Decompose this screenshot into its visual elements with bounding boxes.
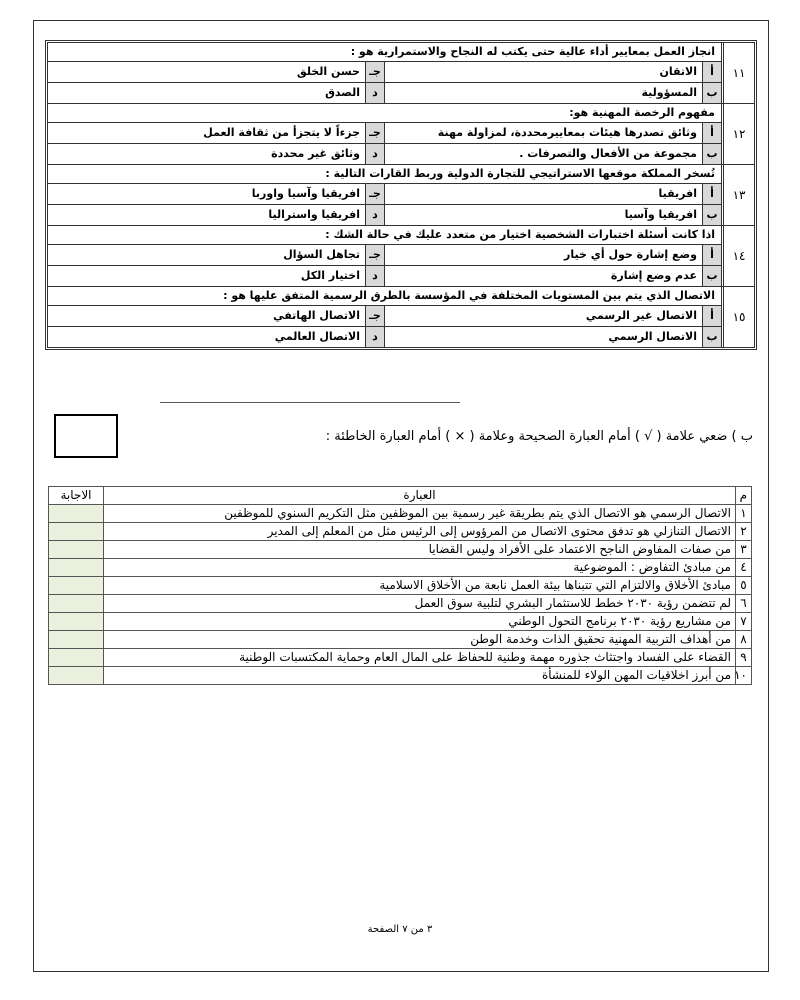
option-letter: ب [702, 205, 721, 225]
table-row [49, 649, 752, 667]
option-b[interactable] [385, 327, 721, 347]
question-block [48, 287, 754, 347]
option-letter: أ [702, 62, 721, 82]
option-text: حسن الخلق [296, 65, 360, 78]
question-text: انجاز العمل بمعايير أداء عالية حتى يكتب له النجاح والاستمرارية هو : [48, 43, 721, 62]
table-row [49, 595, 752, 613]
header-number: م [736, 487, 752, 505]
option-text: الاتصال الرسمي [608, 330, 697, 343]
row-statement: الاتصال الرسمي هو الاتصال الذي يتم بطريقة غير رسمية بين الموظفين مثل التكريم السنوي للموظفين [104, 505, 736, 523]
row-statement: القضاء على الفساد واجتثاث جذوره مهمة وطنية للحفاظ على المال العام وحماية المكتسبات الوطنية [104, 649, 736, 667]
question-number: ١٥ [721, 287, 754, 347]
option-text: افريقيا [658, 187, 697, 200]
option-c[interactable] [48, 184, 385, 204]
option-c[interactable] [48, 306, 385, 326]
row-statement: لم تتضمن رؤية ٢٠٣٠ خطط للاستثمار البشري لتلبية سوق العمل [104, 595, 736, 613]
option-letter: جـ [365, 62, 384, 82]
option-text: الاتقان [659, 65, 697, 78]
option-text: مجموعة من الأفعال والتصرفات . [519, 147, 697, 160]
table-row [49, 631, 752, 649]
options-row [48, 245, 721, 266]
question-text: اذا كانت أسئلة اختبارات الشخصية اختيار من متعدد عليك في حالة الشك : [48, 226, 721, 245]
option-d[interactable] [48, 327, 385, 347]
option-text: افريقيا واستراليا [268, 208, 360, 221]
row-number: ١٠ [736, 667, 752, 685]
question-body [48, 287, 721, 347]
row-number: ٩ [736, 649, 752, 667]
options-row [48, 62, 721, 83]
option-letter: ب [702, 144, 721, 164]
question-block [48, 43, 754, 104]
option-text: وثائق غير محددة [271, 147, 360, 160]
option-b[interactable] [385, 205, 721, 225]
option-text: افريقيا وآسيا [624, 208, 697, 221]
options-row [48, 123, 721, 144]
option-letter: د [365, 144, 384, 164]
row-statement: من مشاريع رؤية ٢٠٣٠ برنامج التحول الوطني [104, 613, 736, 631]
option-letter: د [365, 205, 384, 225]
option-b[interactable] [385, 266, 721, 286]
answer-cell[interactable] [49, 667, 104, 685]
option-d[interactable] [48, 266, 385, 286]
answer-cell[interactable] [49, 541, 104, 559]
question-number: ١١ [721, 43, 754, 103]
option-b[interactable] [385, 144, 721, 164]
option-text: اختيار الكل [300, 269, 360, 282]
option-text: الاتصال العالمي [274, 330, 360, 343]
row-number: ٦ [736, 595, 752, 613]
option-text: جزءاً لا يتجزأ من ثقافة العمل [203, 126, 360, 139]
option-text: عدم وضع إشارة [610, 269, 697, 282]
true-false-table [48, 486, 752, 685]
option-c[interactable] [48, 62, 385, 82]
row-statement: من أهداف التربية المهنية تحقيق الذات وخدمة الوطن [104, 631, 736, 649]
question-block [48, 226, 754, 287]
option-letter: أ [702, 184, 721, 204]
answer-cell[interactable] [49, 577, 104, 595]
question-block [48, 165, 754, 226]
options-row [48, 205, 721, 225]
option-a[interactable] [385, 245, 721, 265]
grade-box[interactable] [54, 414, 118, 458]
question-number: ١٢ [721, 104, 754, 164]
part-b-instruction: ب ) ضعي علامة ( √ ) أمام العبارة الصحيحة وعلامة ( × ) أمام العبارة الخاطئة : [325, 429, 753, 444]
answer-cell[interactable] [49, 649, 104, 667]
row-number: ٢ [736, 523, 752, 541]
row-statement: من صفات المفاوض الناجح الاعتماد على الأفراد وليس القضايا [104, 541, 736, 559]
row-statement: من أبرز اخلاقيات المهن الولاء للمنشأة [104, 667, 736, 685]
option-letter: ب [702, 266, 721, 286]
question-body [48, 43, 721, 103]
row-number: ٤ [736, 559, 752, 577]
table-row [49, 559, 752, 577]
options-row [48, 144, 721, 164]
table-header-row [49, 487, 752, 505]
question-text: الاتصال الذي يتم بين المستويات المختلفة في المؤسسة بالطرق الرسمية المتفق عليها هو : [48, 287, 721, 306]
options-row [48, 327, 721, 347]
table-row [49, 577, 752, 595]
option-text: تجاهل السؤال [283, 248, 360, 261]
option-text: الاتصال الهاتفي [273, 309, 360, 322]
option-letter: د [365, 327, 384, 347]
row-number: ٣ [736, 541, 752, 559]
question-text: تُسخر المملكة موقعها الاستراتيجي للتجارة الدولية وربط القارات التالية : [48, 165, 721, 184]
question-block [48, 104, 754, 165]
option-d[interactable] [48, 205, 385, 225]
option-letter: د [365, 266, 384, 286]
option-a[interactable] [385, 306, 721, 326]
option-text: الصدق [325, 86, 360, 99]
options-row [48, 266, 721, 286]
answer-cell[interactable] [49, 595, 104, 613]
row-number: ٥ [736, 577, 752, 595]
option-letter: جـ [365, 123, 384, 143]
question-body [48, 104, 721, 164]
page-footer: ٣ من ٧ الصفحة [367, 924, 433, 935]
option-letter: أ [702, 306, 721, 326]
row-statement: مبادئ الأخلاق والالتزام التي تتبناها بيئة العمل نابعة من الأخلاق الاسلامية [104, 577, 736, 595]
option-d[interactable] [48, 144, 385, 164]
option-letter: جـ [365, 184, 384, 204]
table-row [49, 505, 752, 523]
option-letter: جـ [365, 306, 384, 326]
answer-cell[interactable] [49, 613, 104, 631]
option-a[interactable] [385, 62, 721, 82]
question-number: ١٤ [721, 226, 754, 286]
section-divider [160, 402, 460, 403]
option-letter: أ [702, 123, 721, 143]
option-text: افريقيا وآسيا واوربا [251, 187, 360, 200]
option-a[interactable] [385, 184, 721, 204]
option-a[interactable] [385, 123, 721, 143]
options-row [48, 306, 721, 327]
options-row [48, 184, 721, 205]
answer-cell[interactable] [49, 505, 104, 523]
option-c[interactable] [48, 123, 385, 143]
option-text: المسؤولية [641, 86, 697, 99]
option-letter: ب [702, 83, 721, 103]
option-text: وثائق تصدرها هيئات بمعاييرمحددة، لمزاولة مهنة [437, 126, 697, 139]
option-letter: أ [702, 245, 721, 265]
option-text: وضع إشارة حول أي خيار [564, 248, 697, 261]
option-letter: ب [702, 327, 721, 347]
option-b[interactable] [385, 83, 721, 103]
option-c[interactable] [48, 245, 385, 265]
option-letter: جـ [365, 245, 384, 265]
option-letter: د [365, 83, 384, 103]
row-number: ٨ [736, 631, 752, 649]
question-text: مفهوم الرخصة المهنية هو: [48, 104, 721, 123]
header-answer: الاجابة [49, 487, 104, 505]
options-row [48, 83, 721, 103]
option-text: الاتصال غير الرسمي [585, 309, 697, 322]
question-body [48, 226, 721, 286]
row-number: ١ [736, 505, 752, 523]
header-statement: العبارة [104, 487, 736, 505]
table-row [49, 667, 752, 685]
table-row [49, 523, 752, 541]
answer-cell[interactable] [49, 559, 104, 577]
table-row [49, 541, 752, 559]
answer-cell[interactable] [49, 523, 104, 541]
question-body [48, 165, 721, 225]
row-statement: من مبادئ التفاوض : الموضوعية [104, 559, 736, 577]
row-statement: الاتصال التنازلي هو تدفق محتوى الاتصال من المرؤوس إلى الرئيس مثل من المعلم إلى المدير [104, 523, 736, 541]
answer-cell[interactable] [49, 631, 104, 649]
question-number: ١٣ [721, 165, 754, 225]
option-d[interactable] [48, 83, 385, 103]
table-row [49, 613, 752, 631]
row-number: ٧ [736, 613, 752, 631]
multiple-choice-table [45, 40, 757, 350]
